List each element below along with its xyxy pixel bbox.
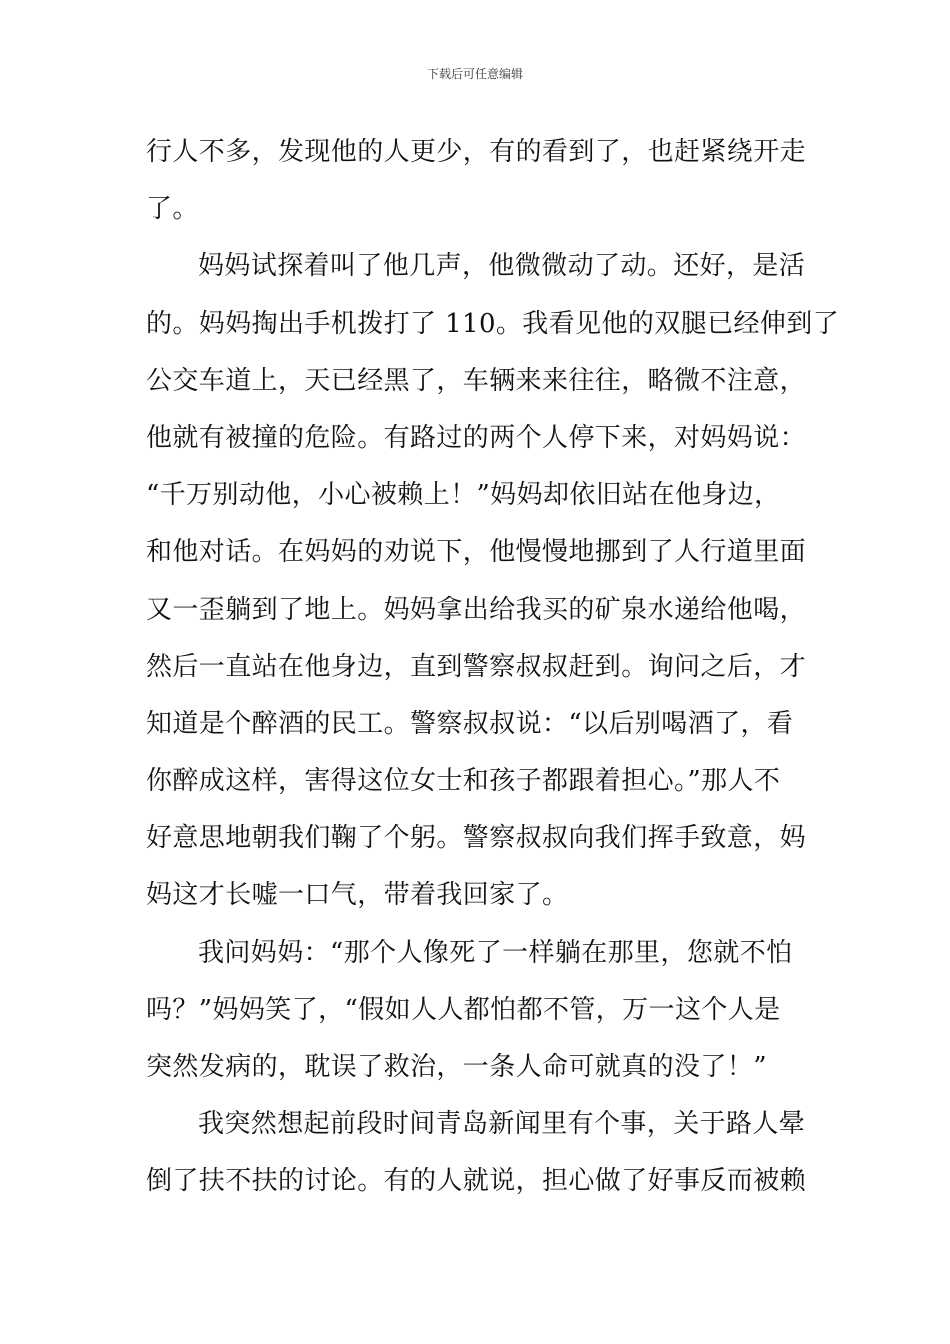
- page-header: 下载后可任意编辑: [426, 67, 523, 81]
- text-line: 妈这才长嘘一口气，带着我回家了。: [146, 880, 569, 911]
- text-line: 然后一直站在他身边，直到警察叔叔赶到。询问之后，才: [146, 651, 807, 682]
- document-body: [146, 124, 840, 1211]
- text-line: 突然发病的，耽误了救治，一条人命可就真的没了！”: [146, 1052, 767, 1082]
- text-line: 吗？”妈妈笑了，“假如人人都怕都不管，万一这个人是: [146, 994, 781, 1025]
- text-line: “千万别动他，小心被赖上！”妈妈却依旧站在他身边，: [146, 480, 781, 511]
- text-line: 我问妈妈：“那个人像死了一样躺在那里，您就不怕: [198, 937, 793, 968]
- text-line: 公交车道上，天已经黑了，车辆来来往往，略微不注意，: [146, 365, 807, 396]
- text-line: 妈妈试探着叫了他几声，他微微动了动。还好，是活: [198, 251, 806, 282]
- text-line: 他就有被撞的危险。有路过的两个人停下来，对妈妈说：: [146, 422, 807, 453]
- text-line: 行人不多，发现他的人更少，有的看到了，也赶紧绕开走: [146, 137, 807, 167]
- text-line: 和他对话。在妈妈的劝说下，他慢慢地挪到了人行道里面: [146, 537, 807, 568]
- text-line: 的。妈妈掏出手机拨打了 110。我看见他的双腿已经伸到了: [146, 308, 840, 339]
- text-line: 知道是个醉酒的民工。警察叔叔说：“以后别喝酒了，看: [146, 708, 794, 739]
- text-line: 我突然想起前段时间青岛新闻里有个事，关于路人晕: [198, 1109, 806, 1140]
- text-line: 你醉成这样，害得这位女士和孩子都跟着担心。”那人不: [146, 766, 781, 797]
- text-line: 了。: [146, 194, 199, 225]
- text-line: 倒了扶不扶的讨论。有的人就说，担心做了好事反而被赖: [146, 1166, 807, 1197]
- text-line: 又一歪躺到了地上。妈妈拿出给我买的矿泉水递给他喝，: [146, 594, 807, 625]
- text-line: 好意思地朝我们鞠了个躬。警察叔叔向我们挥手致意，妈: [146, 823, 807, 854]
